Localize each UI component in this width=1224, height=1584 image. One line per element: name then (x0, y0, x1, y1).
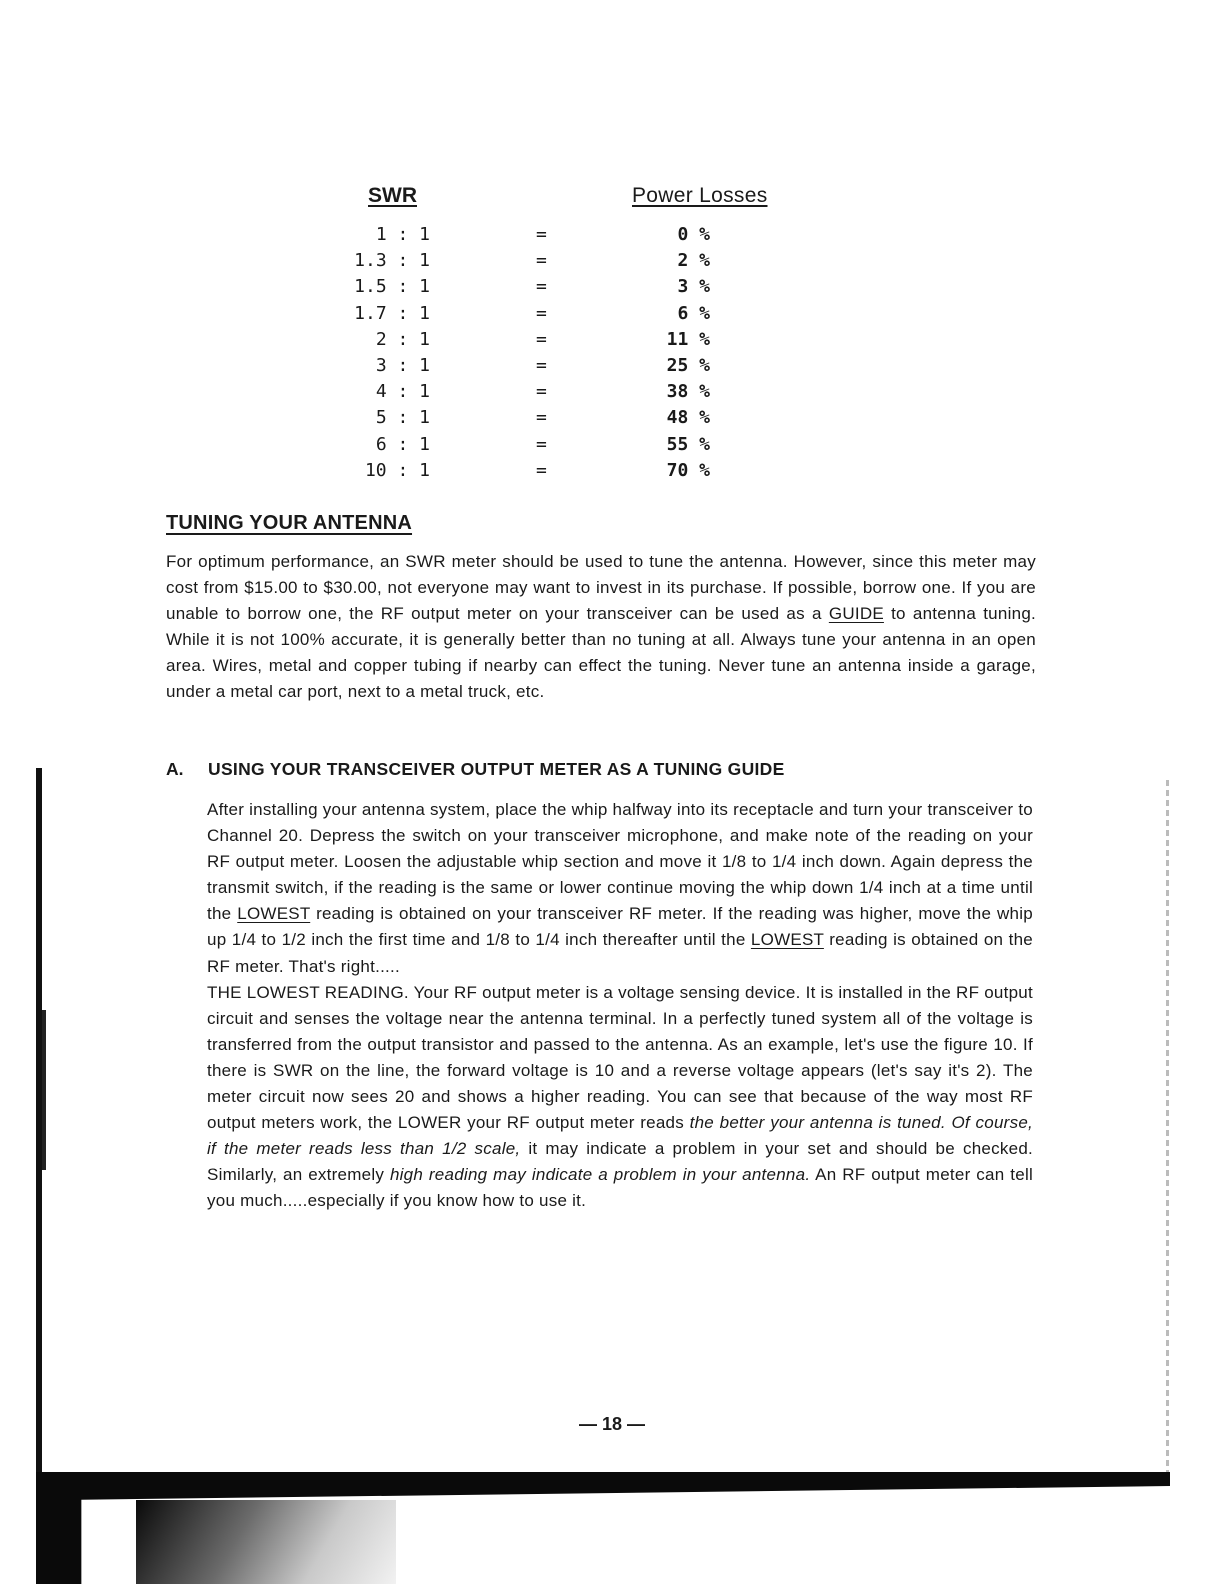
power-loss-value: 55 % (666, 433, 710, 455)
body-text-5: it may indicate a problem in your set and should be checked. Similarly, an extremely (207, 1139, 1033, 1185)
power-loss-value: 2 % (677, 250, 710, 272)
equals-sign: = (536, 276, 547, 298)
scan-edge-right (1166, 780, 1169, 1480)
swr-ratio: 1.5 : 1 (354, 276, 430, 298)
subsection-body (207, 797, 1033, 1215)
equals-sign: = (536, 407, 547, 429)
equals-sign: = (536, 302, 547, 324)
equals-sign: = (536, 354, 547, 376)
scan-bottom-shadow (36, 1472, 1170, 1584)
swr-table-row (340, 379, 760, 405)
swr-table (340, 222, 760, 484)
equals-sign: = (536, 459, 547, 481)
swr-column-header: SWR (368, 184, 417, 207)
equals-sign: = (536, 328, 547, 350)
body-italic-2: high reading may indicate a problem in your antenna. (389, 1165, 811, 1185)
equals-sign: = (536, 250, 547, 272)
swr-ratio: 1.7 : 1 (354, 302, 430, 324)
body-text-4: THE LOWEST READING. Your RF output meter is a voltage sensing device. It is installed in the RF output circuit and senses the voltage near the antenna terminal. In a perfectly tuned system all of the voltage is transferred from the output transistor and passed to the antenna. As an example, let's use the figure 10. If there is SWR on the line, the forward voltage is 10 and a reverse voltage appears (let's say it's 2). The meter circuit now sees 20 and shows a higher reading. You can see that because of the way most RF output meters work, the LOWER your RF output meter reads (207, 982, 1033, 1133)
swr-table-row (340, 458, 760, 484)
swr-table-row (340, 222, 760, 248)
body-text-1: After installing your antenna system, place the whip halfway into its receptacle and turn your transceiver to Channel 20. Depress the switch on your transceiver microphone, and make note of the reading on your RF output meter. Loosen the adjustable whip section and move it 1/8 to 1/4 inch down. Again depress the transmit switch, if the reading is the same or lower continue moving the whip down 1/4 inch at a time until the (207, 800, 1033, 924)
swr-ratio: 10 : 1 (364, 459, 430, 481)
scan-edge-left (36, 768, 42, 1584)
body-text-3: reading is obtained on the RF meter. That's right..... (207, 930, 1033, 976)
power-loss-value: 70 % (666, 459, 710, 481)
body-italic-1: the better your antenna is tuned. Of course, if the meter reads less than 1/2 scale, (207, 1113, 1033, 1159)
swr-ratio: 5 : 1 (375, 407, 430, 429)
lowest-emphasis-2: LOWEST (750, 930, 824, 950)
swr-ratio: 1 : 1 (375, 224, 430, 245)
power-losses-column-header: Power Losses (632, 184, 768, 207)
swr-ratio: 1.3 : 1 (354, 250, 430, 272)
power-loss-value: 25 % (666, 354, 710, 376)
intro-text-1: For optimum performance, an SWR meter should be used to tune the antenna. However, since this meter may cost from $15.00 to $30.00, not everyone may want to invest in its purchase. If possible, borrow one. If you are unable to borrow one, the RF output meter on your transceiver can be used as a (166, 552, 1036, 624)
power-loss-value: 3 % (677, 276, 710, 298)
section-title: TUNING YOUR ANTENNA (166, 512, 413, 534)
swr-table-row (340, 301, 760, 327)
body-text-2: reading is obtained on your transceiver RF meter. If the reading was higher, move the whip up 1/4 to 1/2 inch the first time and 1/8 to 1/4 inch thereafter until the (207, 904, 1033, 950)
swr-table-row (340, 405, 760, 431)
subsection-title: USING YOUR TRANSCEIVER OUTPUT METER AS A TUNING GUIDE (208, 759, 785, 779)
page-number: — 18 — (578, 1414, 646, 1434)
power-loss-value: 6 % (677, 302, 710, 324)
lowest-emphasis-1: LOWEST (237, 904, 311, 924)
intro-text-2: to antenna tuning. While it is not 100% accurate, it is generally better than no tuning at all. Always tune your antenna in an open area. Wires, metal and copper tubing if nearby can effect the tuning. Never tune an antenna inside a garage, under a metal car port, next to a metal truck, etc. (166, 604, 1036, 702)
guide-emphasis: GUIDE (828, 604, 884, 624)
swr-table-row (340, 432, 760, 458)
subsection-letter: A. (166, 759, 184, 779)
equals-sign: = (536, 433, 547, 455)
swr-table-row (340, 274, 760, 300)
body-text-6: An RF output meter can tell you much.....especially if you know how to use it. (207, 1165, 1033, 1211)
power-loss-value: 48 % (666, 407, 710, 429)
power-loss-value: 11 % (666, 328, 710, 350)
swr-ratio: 6 : 1 (375, 433, 430, 455)
intro-paragraph (166, 549, 1036, 706)
scan-bottom-gradient (136, 1500, 396, 1584)
equals-sign: = (536, 381, 547, 403)
swr-ratio: 4 : 1 (375, 381, 430, 403)
power-loss-value: 38 % (666, 381, 710, 403)
swr-table-row (340, 353, 760, 379)
power-loss-value: 0 % (677, 224, 710, 245)
swr-table-row (340, 327, 760, 353)
swr-ratio: 3 : 1 (375, 354, 430, 376)
swr-table-row (340, 248, 760, 274)
scan-edge-left-inner (42, 1010, 46, 1170)
swr-ratio: 2 : 1 (375, 328, 430, 350)
equals-sign: = (536, 224, 547, 245)
